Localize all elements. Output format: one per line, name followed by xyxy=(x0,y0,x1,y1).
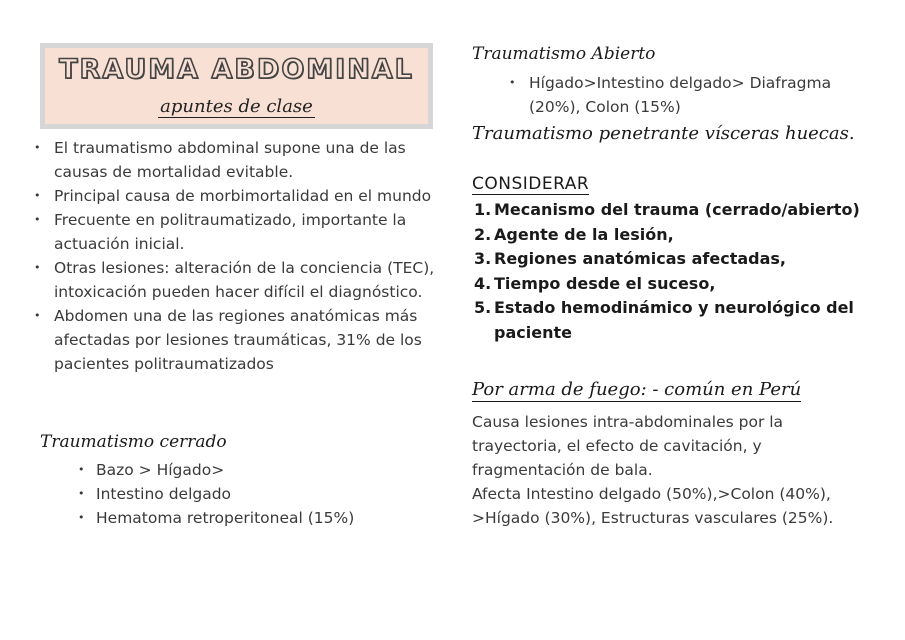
cerrado-list xyxy=(72,458,432,530)
title-box xyxy=(40,43,433,129)
list-item: 4. Tiempo desde el suceso, xyxy=(474,273,716,293)
arma-body xyxy=(472,410,842,530)
arma-heading: Por arma de fuego: - común en Perú xyxy=(472,379,802,400)
list-item: • Abdomen una de las regiones anatómicas más afectadas por lesiones traumáticas, 31% de los pacientes politraumatizados xyxy=(30,304,435,376)
page-title: TRAUMA ABDOMINAL xyxy=(59,54,414,85)
list-item: 2. Agente de la lesión, xyxy=(474,224,674,244)
list-item: • Frecuente en politraumatizado, importante la actuación inicial. xyxy=(30,208,435,256)
list-item: • Principal causa de morbimortalidad en el mundo xyxy=(30,184,435,208)
page-subtitle: apuntes de clase xyxy=(160,96,313,117)
list-item: • Intestino delgado xyxy=(72,482,432,506)
list-item: • Bazo > Hígado> xyxy=(72,458,432,482)
list-item: • El traumatismo abdominal supone una de las causas de mortalidad evitable. xyxy=(30,136,435,184)
list-item: • Hígado>Intestino delgado> Diafragma (20%), Colon (15%) xyxy=(505,71,875,119)
considerar-list xyxy=(472,198,872,345)
arma-paragraph: Causa lesiones intra-abdominales por la trayectoria, el efecto de cavitación, y fragmentación de bala. xyxy=(472,413,784,479)
intro-bullet-list xyxy=(30,136,435,376)
abierto-heading: Traumatismo Abierto xyxy=(472,44,656,64)
list-item: • Hematoma retroperitoneal (15%) xyxy=(72,506,432,530)
list-item: 1. Mecanismo del trauma (cerrado/abierto) xyxy=(474,200,860,219)
arma-paragraph: Afecta Intestino delgado (50%),>Colon (40%), >Hígado (30%), Estructuras vasculares (25%). xyxy=(472,485,834,527)
considerar-heading: CONSIDERAR xyxy=(472,174,590,194)
list-item: 5. Estado hemodinámico y neurológico del paciente xyxy=(474,298,854,342)
penetrante-heading: Traumatismo penetrante vísceras huecas. xyxy=(472,123,855,144)
abierto-list xyxy=(505,71,875,119)
cerrado-heading: Traumatismo cerrado xyxy=(40,432,227,452)
list-item: • Otras lesiones: alteración de la conciencia (TEC), intoxicación pueden hacer difícil el diagnóstico. xyxy=(30,256,435,304)
list-item: 3. Regiones anatómicas afectadas, xyxy=(474,249,786,268)
